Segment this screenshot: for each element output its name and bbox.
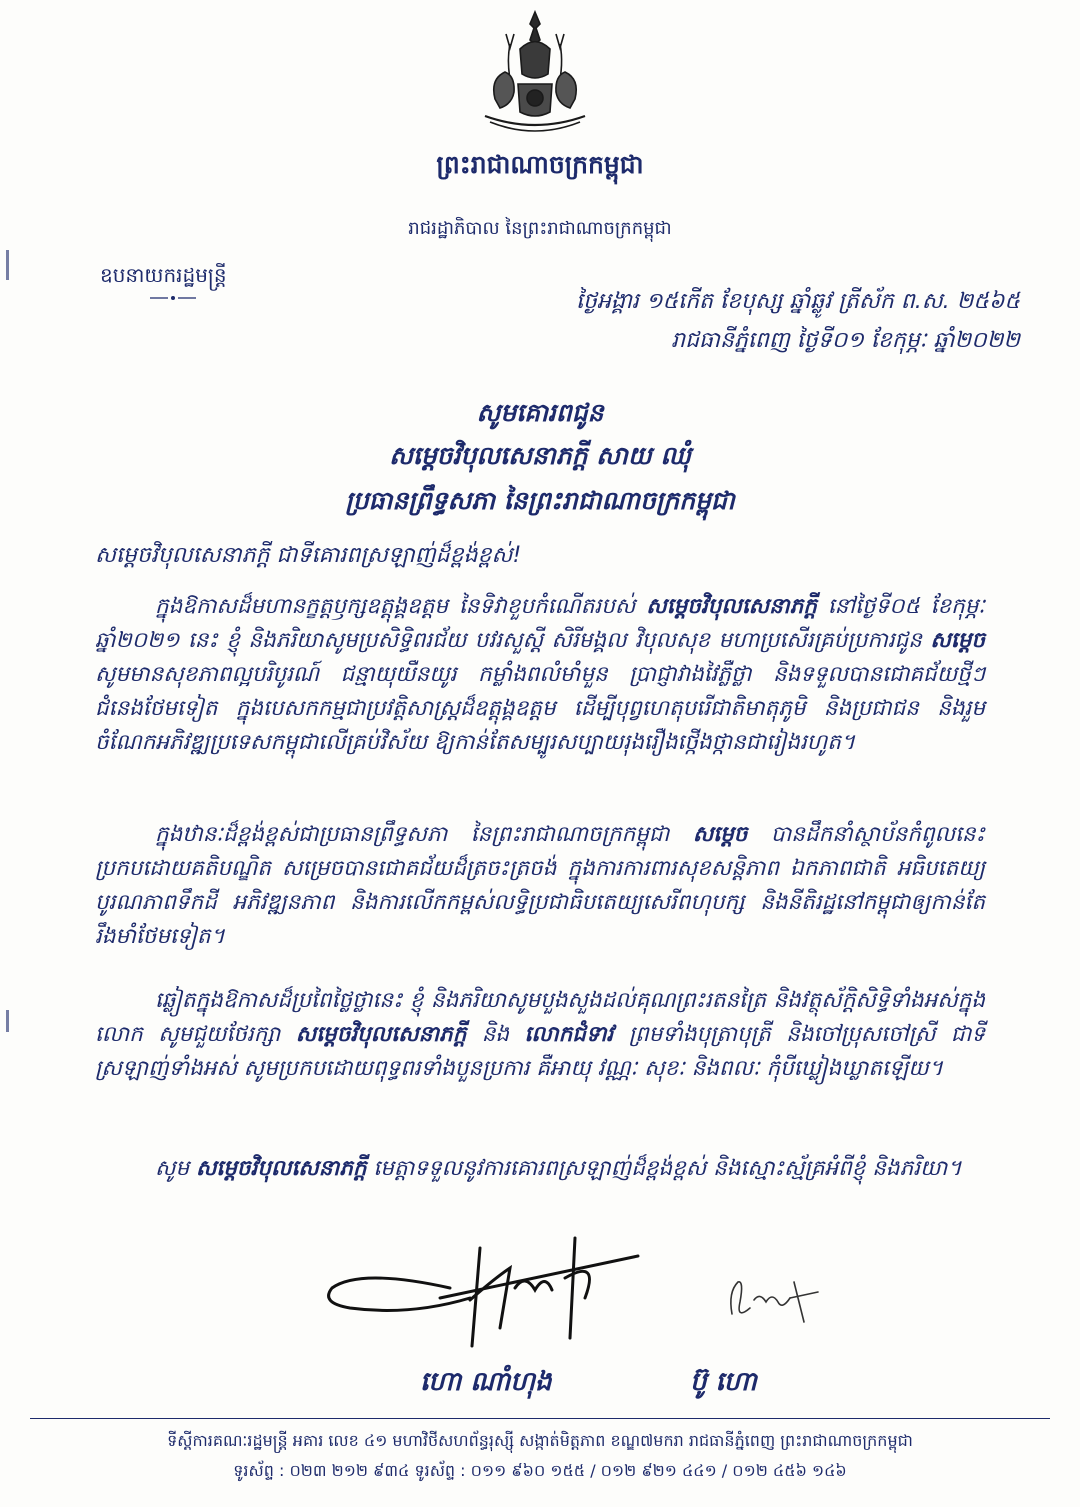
paragraph-1: [95, 590, 985, 760]
text-run: ព្រមទាំងបុត្រាបុត្រី និងចៅប្រុសចៅស្រី ជាទីស្រឡាញ់ទាំងអស់ សូមប្រកបដោយពុទ្ធពរទាំងបួនប្រការ គឺអាយុ វណ្ណៈ សុខៈ និងពលៈ កុំបីឃ្លៀងឃ្លាតឡើយ។: [95, 1022, 986, 1081]
text-run: នៅថ្ងៃទី០៥ ខែកុម្ភៈ ឆ្នាំ២០២១ នេះ ខ្ញុំ និងភរិយាសូមប្រសិទ្ធិពរជ័យ បវរសួស្តី សិរីមង្គល វិបុលសុខ មហាប្រសើរគ្រប់ប្រការជូន: [95, 594, 985, 653]
bold-run: លោកជំទាវ: [524, 1022, 614, 1047]
bold-run: សម្តេច: [692, 822, 748, 847]
addressee-line-3: ប្រធានព្រឹទ្ធសភា នៃព្រះរាជាណាចក្រកម្ពុជា: [345, 486, 735, 515]
bold-run: សម្តេចវិបុលសេនាភក្តី: [295, 1022, 467, 1047]
government-name: ព្រះរាជាណាចក្រកម្ពុជា: [436, 150, 644, 179]
text-run: និង: [466, 1022, 525, 1047]
addressee-line-2: សម្តេចវិបុលសេនាភក្តី សាយ ឈុំ: [389, 441, 691, 470]
bold-run: សម្តេច: [930, 628, 985, 653]
footer-divider: [30, 1418, 1050, 1419]
government-subtitle: រាជរដ្ឋាភិបាល នៃព្រះរាជាណាចក្រកម្ពុជា: [408, 218, 672, 239]
text-run: ក្នុងឱកាសដ៏មហានក្ខត្តឫក្សឧត្តុង្គឧត្តម នៃទិវាខួបកំណើតរបស់: [155, 594, 647, 619]
footer-address: ទីស្តីការគណៈរដ្ឋមន្ត្រី អគារ លេខ ៤១ មហាវិថីសហព័ន្ធរុស្ស៊ី សង្កាត់មិត្តភាព ខណ្ឌ៧មករា រាជធានីភ្នំពេញ ព្រះរាជាណាចក្រកម្ពុជា: [167, 1431, 913, 1450]
signature-2-icon: [720, 1262, 830, 1332]
office-title: ឧបនាយករដ្ឋមន្ត្រី: [100, 263, 227, 287]
scan-edge-mark: [6, 1010, 9, 1032]
signer-2-name: ប៊ូ ហោ: [690, 1367, 757, 1397]
text-run: សូម: [155, 1156, 196, 1181]
signature-1-icon: [320, 1228, 650, 1358]
lunar-date: ថ្ងៃអង្គារ ១៥កើត ខែបុស្ស ឆ្នាំឆ្លូវ ត្រីស័ក ព.ស. ២៥៦៥: [576, 289, 1020, 314]
text-run: បានដឹកនាំស្ថាប័នកំពូលនេះ ប្រកបដោយគតិបណ្ឌិត សម្រេចបានជោគជ័យដ៏ត្រចះត្រចង់ ក្នុងការការពារសុខសន្តិភាព ឯកភាពជាតិ អធិបតេយ្យ បូរណភាពទឹកដី អភិវឌ្ឍនភាព និងការលើកកម្ពស់លទ្ធិប្រជាធិបតេយ្យសេរីពហុបក្ស និងនីតិរដ្ឋនៅកម្ពុជាឲ្យកាន់តែរឹងមាំថែមទៀត។: [95, 822, 985, 949]
footer-phones: ទូរស័ព្ទ : ០២៣ ២១២ ៩៣៤ ទូរស័ព្ទ : ០១១ ៩៦០ ១៥៥ / ០១២ ៩២១ ៤៤១ / ០១២ ៤៥៦ ១៤៦: [233, 1461, 847, 1480]
bold-run: សម្តេចវិបុលសេនាភក្តី: [195, 1156, 367, 1181]
paragraph-2: [95, 818, 985, 954]
scan-edge-mark: [6, 250, 9, 280]
text-run: សូមមានសុខភាពល្អបរិបូរណ៍ ជន្មាយុយឺនយូរ កម្លាំងពលំមាំមួន ប្រាជ្ញាវាងវៃភ្លឺថ្លា និងទទួលបានជោគជ័យថ្មីៗជំនេងថែមទៀត ក្នុងបេសកកម្មជាប្រវត្តិសាស្ត្រដ៏ឧត្តុង្គឧត្តម ដើម្បីបុព្វហេតុបរើជាតិមាតុភូមិ និងប្រជាជន និងរួមចំណែកអភិវឌ្ឍប្រទេសកម្ពុជាលើគ្រប់វិស័យ ឱ្យកាន់តែសម្បូរសប្បាយរុងរឿងថ្កើងថ្កានជារៀងរហូត។: [95, 662, 985, 755]
ornament-divider-icon: [148, 294, 198, 302]
salutation: សម្តេចវិបុលសេនាភក្តី ជាទីគោរពស្រឡាញ់ដ៏ខ្ពង់ខ្ពស់!: [95, 543, 522, 568]
solar-date: រាជធានីភ្នំពេញ ថ្ងៃទី០១ ខែកុម្ភៈ ឆ្នាំ២០២២: [671, 328, 1020, 353]
text-run: ក្នុងឋានៈដ៏ខ្ពង់ខ្ពស់ជាប្រធានព្រឹទ្ធសភា នៃព្រះរាជាណាចក្រកម្ពុជា: [155, 822, 693, 847]
text-run: ឆ្លៀតក្នុងឱកាសដ៏ប្រពៃថ្លៃថ្លានេះ ខ្ញុំ និងភរិយាសូមបួងសួងដល់គុណព្រះរតនត្រៃ និងវត្ថុស័ក្តិសិទ្ធិទាំងអស់ក្នុងលោក សូមជួយថែរក្សា: [95, 988, 985, 1047]
royal-crest-icon: [460, 4, 610, 154]
bold-run: សម្តេចវិបុលសេនាភក្តី: [646, 594, 817, 619]
signer-1-name: ហោ ណាំហុង: [420, 1367, 552, 1397]
addressee-line-1: សូមគោរពជូន: [476, 398, 604, 427]
text-run: មេត្តាទទួលនូវការគោរពស្រឡាញ់ដ៏ខ្ពង់ខ្ពស់ និងស្មោះស្ម័គ្រអំពីខ្ញុំ និងភរិយា។: [366, 1156, 962, 1181]
paragraph-4: [95, 1152, 985, 1186]
paragraph-3: [95, 984, 985, 1086]
